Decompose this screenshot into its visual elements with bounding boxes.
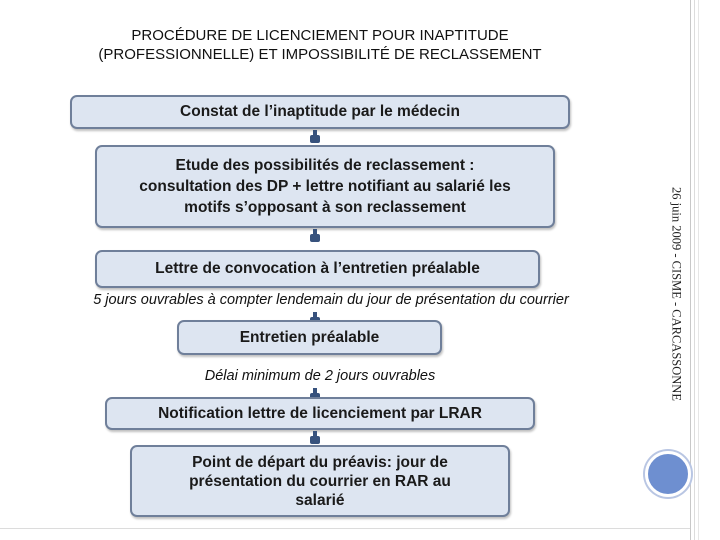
step-label: Notification lettre de licenciement par LRAR — [158, 404, 482, 422]
title-line-1: PROCÉDURE DE LICENCIEMENT POUR INAPTITUDE — [131, 27, 509, 44]
step-box-convocation — [95, 250, 540, 288]
page-title — [60, 26, 580, 64]
frame-line — [690, 0, 691, 540]
step-line: présentation du courrier en RAR au — [189, 472, 451, 490]
sidebar-text: 26 juin 2009 - CISME - CARCASSONNE — [669, 187, 684, 401]
flow-connector — [313, 312, 317, 320]
decorative-circle-icon — [645, 451, 691, 497]
step-label: Lettre de convocation à l’entretien préalable — [155, 260, 480, 277]
frame-line — [698, 0, 699, 540]
frame-line — [694, 0, 695, 540]
sidebar-caption — [664, 188, 688, 400]
flow-connector — [313, 431, 317, 439]
step-box-reclassement — [95, 145, 555, 228]
step-label: Constat de l’inaptitude par le médecin — [180, 103, 460, 120]
step-line: salarié — [295, 491, 345, 509]
step-line: Etude des possibilités de reclassement : — [175, 157, 475, 174]
delay-note-5-jours: 5 jours ouvrables à compter lendemain du jour de présentation du courrier — [93, 292, 569, 308]
title-line-2: (PROFESSIONNELLE) ET IMPOSSIBILITÉ DE RECLASSEMENT — [98, 46, 542, 63]
step-box-notification — [105, 397, 535, 430]
frame-line — [0, 528, 690, 529]
step-line: Point de départ du préavis: jour de — [192, 453, 448, 471]
step-label: Entretien préalable — [239, 328, 380, 346]
delay-note-2-jours: Délai minimum de 2 jours ouvrables — [204, 368, 436, 384]
step-box-inaptitude — [70, 95, 570, 129]
step-box-entretien — [177, 320, 442, 355]
flow-connector — [313, 229, 317, 237]
step-line: consultation des DP + lettre notifiant au salarié les — [139, 178, 511, 195]
flow-connector — [313, 130, 317, 138]
step-box-preavis — [130, 445, 510, 517]
step-line: motifs s’opposant à son reclassement — [184, 199, 466, 216]
flow-connector — [313, 388, 317, 396]
